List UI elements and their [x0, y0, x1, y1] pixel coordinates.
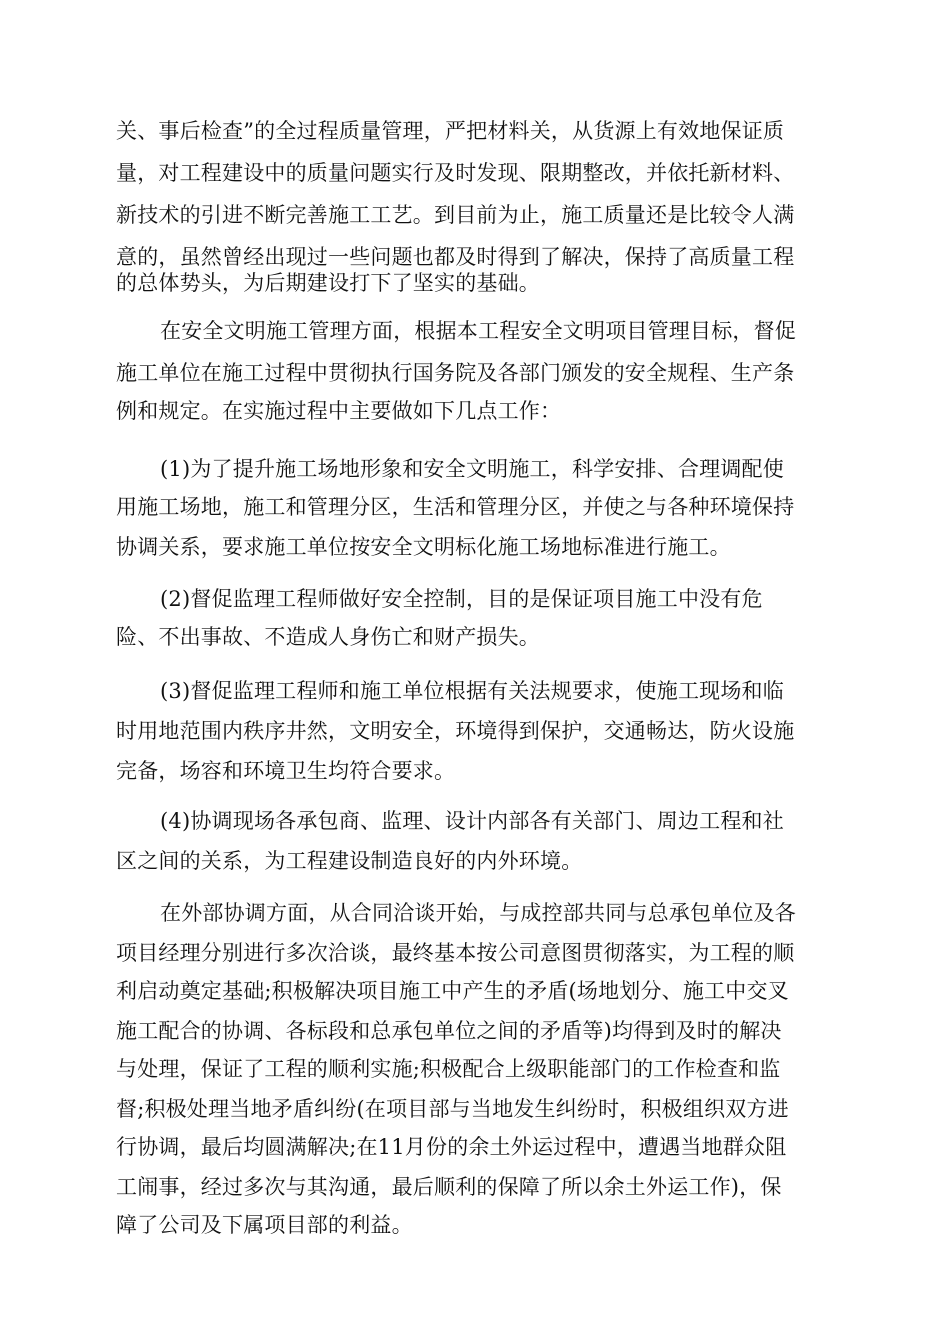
text-line: 施工配合的协调、各标段和总承包单位之间的矛盾等)均得到及时的解决	[116, 1019, 782, 1043]
text-line: 意的，虽然曾经出现过一些问题也都及时得到了解决，保持了高质量工程	[116, 245, 795, 269]
text-line: 的总体势头，为后期建设打下了坚实的基础。	[116, 271, 540, 295]
text-line: 量，对工程建设中的质量问题实行及时发现、限期整改，并依托新材料、	[116, 161, 795, 185]
text-line: 协调关系，要求施工单位按安全文明标化施工场地标准进行施工。	[116, 535, 731, 559]
text-line: 障了公司及下属项目部的利益。	[116, 1213, 413, 1237]
text-line: 关、事后检查”的全过程质量管理，严把材料关，从货源上有效地保证质	[116, 119, 785, 143]
text-line: 完备，场容和环境卫生均符合要求。	[116, 759, 456, 783]
text-line: 在安全文明施工管理方面，根据本工程安全文明项目管理目标，督促	[160, 319, 796, 343]
text-line: 区之间的关系，为工程建设制造良好的内外环境。	[116, 849, 583, 873]
text-line: 例和规定。在实施过程中主要做如下几点工作：	[116, 399, 562, 423]
text-line: (1)为了提升施工场地形象和安全文明施工，科学安排、合理调配使	[160, 457, 784, 481]
text-line: (2)督促监理工程师做好安全控制，目的是保证项目施工中没有危	[160, 587, 763, 611]
text-line: 时用地范围内秩序井然，文明安全，环境得到保护，交通畅达，防火设施	[116, 719, 795, 743]
text-line: (3)督促监理工程师和施工单位根据有关法规要求，使施工现场和临	[160, 679, 784, 703]
text-line: 与处理，保证了工程的顺利实施;积极配合上级职能部门的工作检查和监	[116, 1057, 781, 1081]
text-line: 施工单位在施工过程中贯彻执行国务院及各部门颁发的安全规程、生产条	[116, 361, 795, 385]
text-line: 行协调，最后均圆满解决;在11月份的余土外运过程中，遭遇当地群众阻	[116, 1135, 787, 1159]
text-line: 在外部协调方面，从合同洽谈开始，与成控部共同与总承包单位及各	[160, 901, 796, 925]
text-line: 督;积极处理当地矛盾纠纷(在项目部与当地发生纠纷时，积极组织双方进	[116, 1097, 789, 1121]
text-line: 新技术的引进不断完善施工工艺。到目前为止，施工质量还是比较令人满	[116, 203, 795, 227]
text-line: 项目经理分别进行多次洽谈，最终基本按公司意图贯彻落实，为工程的顺	[116, 941, 795, 965]
text-line: 利启动奠定基础;积极解决项目施工中产生的矛盾(场地划分、施工中交叉	[116, 979, 789, 1003]
text-line: 工闹事，经过多次与其沟通，最后顺利的保障了所以余土外运工作)，保	[116, 1175, 782, 1199]
text-line: (4)协调现场各承包商、监理、设计内部各有关部门、周边工程和社	[160, 809, 784, 833]
text-line: 用施工场地，施工和管理分区，生活和管理分区，并使之与各种环境保持	[116, 495, 795, 519]
text-line: 险、不出事故、不造成人身伤亡和财产损失。	[116, 625, 540, 649]
